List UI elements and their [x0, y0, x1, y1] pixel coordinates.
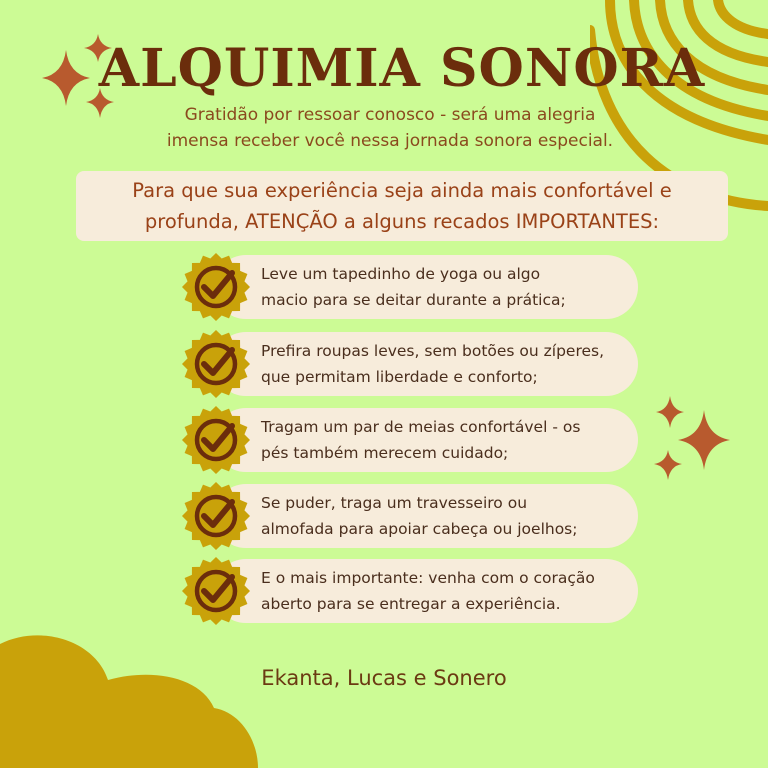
checklist-card	[214, 559, 638, 623]
check-badge-icon	[180, 480, 252, 552]
checklist-text-line-2: aberto para se entregar a experiência.	[261, 595, 561, 613]
checklist-text-line-2: pés também merecem cuidado;	[261, 444, 509, 462]
check-badge-icon	[180, 328, 252, 400]
notice-line-1: Para que sua experiência seja ainda mais confortável e	[132, 179, 672, 202]
badge-seal-shape	[182, 482, 250, 550]
check-badge-icon	[180, 404, 252, 476]
checklist-card	[214, 408, 638, 472]
subtitle	[100, 102, 680, 154]
subtitle-line-2: imensa receber você nessa jornada sonora especial.	[166, 131, 614, 151]
subtitle-line-1: Gratidão por ressoar conosco - será uma alegria	[184, 105, 596, 125]
checklist-text-line-2: que permitam liberdade e conforto;	[261, 368, 538, 386]
check-badge-icon	[180, 555, 252, 627]
badge-seal-shape	[182, 557, 250, 625]
checklist-item	[180, 482, 638, 550]
badge-seal-shape	[182, 253, 250, 321]
notice-line-2: profunda, ATENÇÃO a alguns recados IMPORTANTES:	[144, 210, 660, 233]
checklist-card	[214, 332, 638, 396]
signature: Ekanta, Lucas e Sonero	[261, 666, 507, 690]
checklist-item	[180, 253, 638, 321]
check-badge-icon	[180, 251, 252, 323]
checklist-text-line-1: Tragam um par de meias confortável - os	[261, 418, 581, 436]
checklist-text-line-1: Se puder, traga um travesseiro ou	[261, 494, 528, 512]
checklist-item	[180, 557, 638, 625]
checklist-card	[214, 484, 638, 548]
cloud-blob-decoration	[0, 630, 260, 768]
checklist-text-line-2: almofada para apoiar cabeça ou joelhos;	[261, 520, 578, 538]
checklist-card	[214, 255, 638, 319]
checklist-text-line-1: Leve um tapedinho de yoga ou algo	[261, 265, 541, 283]
checklist-item	[180, 406, 638, 474]
badge-seal-shape	[182, 406, 250, 474]
checklist-text-line-1: E o mais importante: venha com o coração	[261, 569, 595, 587]
page-title: ALQUIMIA SONORA	[98, 38, 706, 99]
checklist-text-line-1: Prefira roupas leves, sem botões ou zíperes,	[261, 342, 605, 360]
important-notice-box	[76, 171, 728, 241]
checklist-text-line-2: macio para se deitar durante a prática;	[261, 291, 566, 309]
badge-seal-shape	[182, 330, 250, 398]
checklist-item	[180, 330, 638, 398]
sparkle-star-icon	[648, 392, 732, 488]
